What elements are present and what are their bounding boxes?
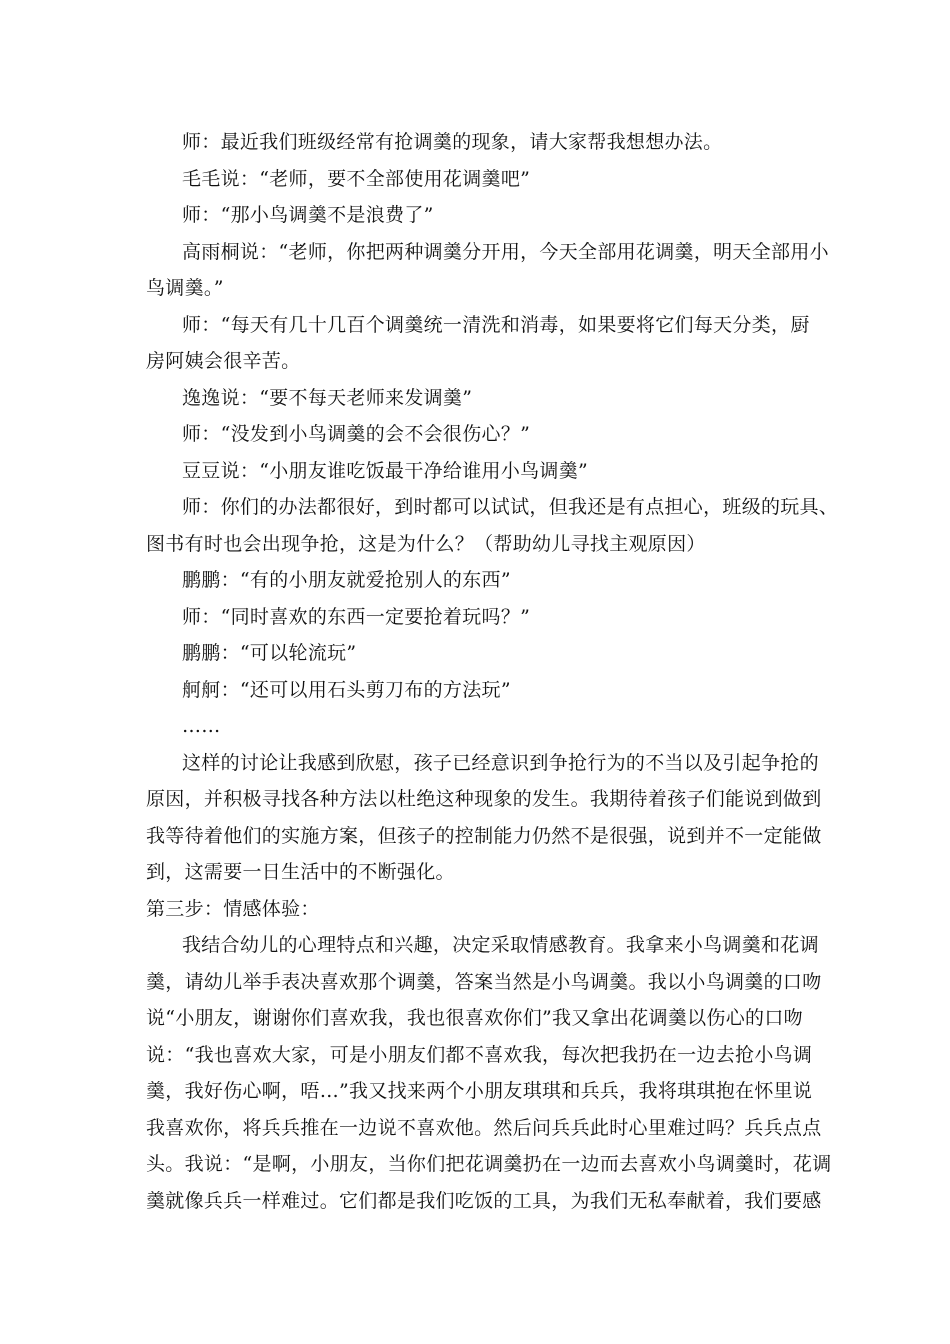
dialogue-line: 师：“每天有几十几百个调羹统一清洗和消毒，如果要将它们每天分类，厨 — [182, 313, 810, 336]
paragraph-line: 原因，并积极寻找各种方法以杜绝这种现象的发生。我期待着孩子们能说到做到 — [146, 788, 822, 810]
dialogue-line: 鹏鹏：“可以轮流玩” — [182, 642, 357, 664]
paragraph-line: 我等待着他们的实施方案，但孩子的控制能力仍然不是很强，说到并不一定能做 — [146, 824, 822, 847]
dialogue-line: 逸逸说：“要不每天老师来发调羹” — [182, 386, 473, 409]
paragraph-line: 羹，请幼儿举手表决喜欢那个调羹，答案当然是小鸟调羹。我以小鸟调羹的口吻 — [146, 970, 822, 993]
dialogue-line-continuation: 图书有时也会出现争抢，这是为什么？（帮助幼儿寻找主观原因） — [146, 532, 706, 555]
dialogue-line: 师：最近我们班级经常有抢调羹的现象，请大家帮我想想办法。 — [182, 131, 723, 153]
section-heading: 第三步：情感体验： — [146, 897, 320, 920]
document-body — [146, 124, 839, 1219]
dialogue-line: 豆豆说：“小朋友谁吃饭最干净给谁用小鸟调羹” — [182, 459, 589, 482]
paragraph-line: 头。我说：“是啊，小朋友，当你们把花调羹扔在一边而去喜欢小鸟调羹时，花调 — [146, 1153, 832, 1175]
paragraph-line: 这样的讨论让我感到欣慰，孩子已经意识到争抢行为的不当以及引起争抢的 — [182, 751, 819, 774]
dialogue-line: 鹏鹏：“有的小朋友就爱抢别人的东西” — [182, 569, 511, 591]
dialogue-line: 师：“没发到小鸟调羹的会不会很伤心？” — [182, 423, 531, 445]
dialogue-line: 师：你们的办法都很好，到时都可以试试，但我还是有点担心，班级的玩具、 — [182, 496, 839, 518]
paragraph-line: 到，这需要一日生活中的不断强化。 — [146, 861, 455, 883]
paragraph-line: 羹就像兵兵一样难过。它们都是我们吃饭的工具，为我们无私奉献着，我们要感 — [146, 1189, 822, 1212]
paragraph-line: 说：“我也喜欢大家，可是小朋友们都不喜欢我，每次把我扔在一边去抢小鸟调 — [146, 1043, 813, 1066]
paragraph-line: 我结合幼儿的心理特点和兴趣，决定采取情感教育。我拿来小鸟调羹和花调 — [182, 934, 819, 956]
paragraph-line: 说“小朋友，谢谢你们喜欢我，我也很喜欢你们”我又拿出花调羹以伤心的口吻 — [146, 1007, 803, 1029]
dialogue-line: 毛毛说：“老师，要不全部使用花调羹吧” — [182, 167, 531, 190]
paragraph-line: 我喜欢你，将兵兵推在一边说不喜欢他。然后问兵兵此时心里难过吗？兵兵点点 — [146, 1116, 822, 1139]
dialogue-line: 高雨桐说：“老师，你把两种调羹分开用，今天全部用花调羹，明天全部用小 — [182, 240, 829, 263]
dialogue-line: 舸舸：“还可以用石头剪刀布的方法玩” — [182, 678, 511, 701]
dialogue-line: 师：“那小鸟调羹不是浪费了” — [182, 204, 434, 226]
dialogue-line-continuation: 鸟调羹。” — [146, 277, 224, 299]
paragraph-line: 羹，我好伤心啊，唔…”我又找来两个小朋友琪琪和兵兵，我将琪琪抱在怀里说 — [146, 1080, 813, 1102]
ellipsis-line: …… — [182, 715, 221, 737]
dialogue-line-continuation: 房阿姨会很辛苦。 — [146, 350, 301, 372]
dialogue-line: 师：“同时喜欢的东西一定要抢着玩吗？” — [182, 605, 531, 628]
